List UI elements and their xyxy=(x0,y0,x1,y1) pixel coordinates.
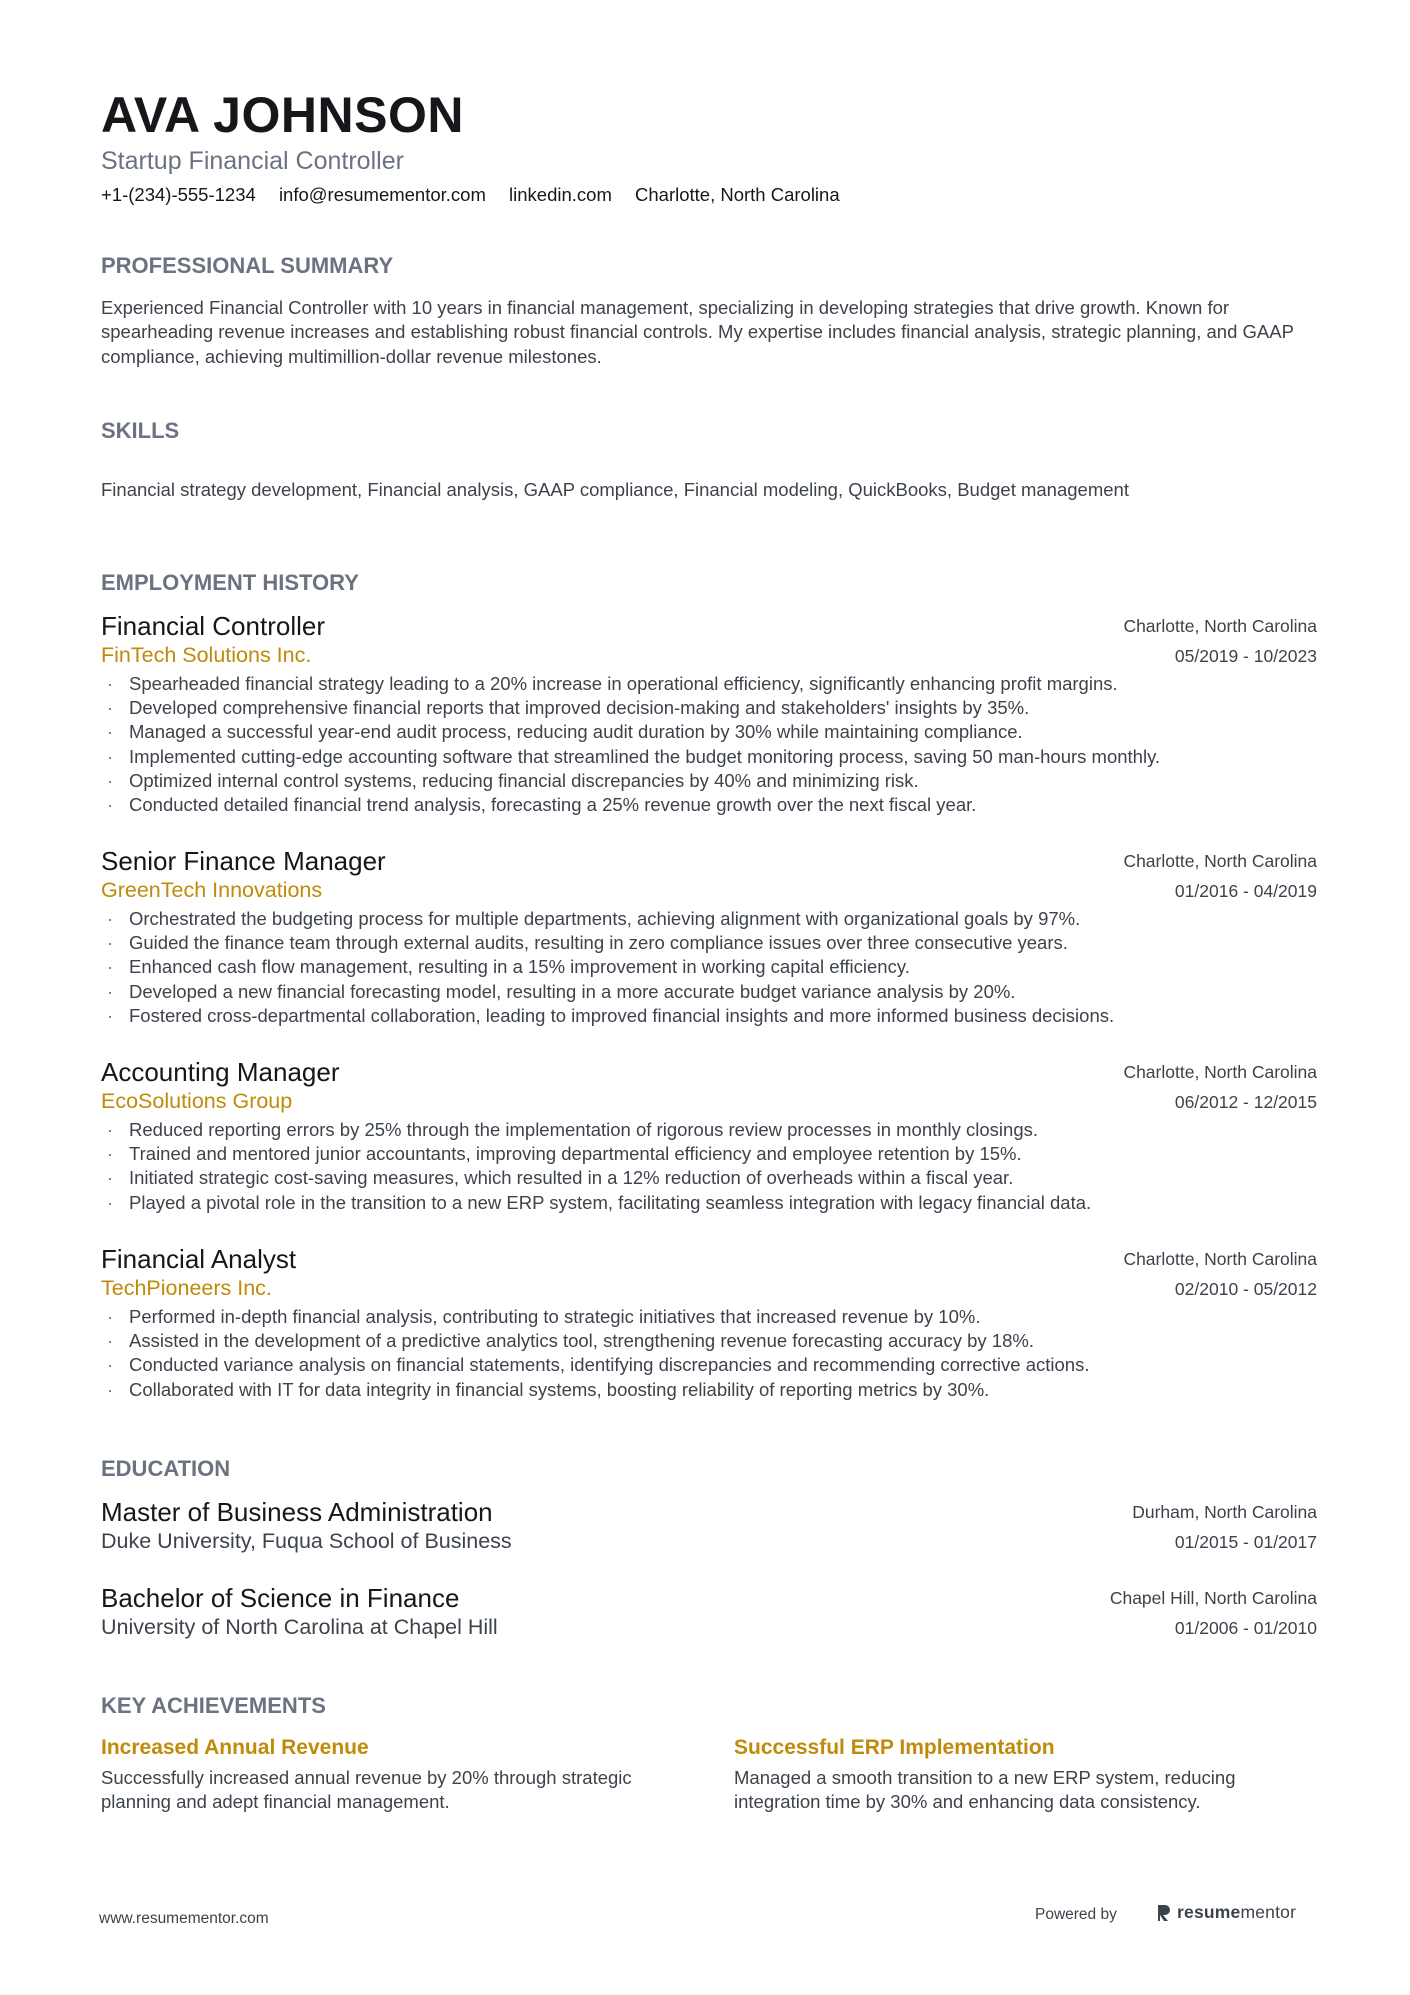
job-bullet: · Developed comprehensive financial reports that improved decision-making and stakeholders' insights by 35%. xyxy=(101,696,1317,720)
achievement-title: Successful ERP Implementation xyxy=(734,1736,1055,1759)
edu-location: Chapel Hill, North Carolina xyxy=(1109,1588,1317,1608)
achievement-item xyxy=(101,1735,661,1815)
skills-text: Financial strategy development, Financial analysis, GAAP compliance, Financial modeling, QuickBooks, Budget management xyxy=(101,479,1129,500)
job-bullets xyxy=(101,907,1317,1028)
job-bullet: · Guided the finance team through external audits, resulting in zero compliance issues over three consecutive years. xyxy=(101,931,1317,955)
candidate-name: AVA JOHNSON xyxy=(101,87,464,143)
job-title: Accounting Manager xyxy=(101,1057,340,1087)
footer-url[interactable]: www.resumementor.com xyxy=(99,1910,269,1927)
resumementor-wordmark xyxy=(1177,1902,1296,1923)
job-dates: 05/2019 - 10/2023 xyxy=(1174,646,1317,666)
education-heading: EDUCATION xyxy=(101,1456,231,1481)
edu-school: University of North Carolina at Chapel Hill xyxy=(101,1615,498,1639)
contact-location: Charlotte, North Carolina xyxy=(635,184,840,205)
job-title: Financial Controller xyxy=(101,611,325,641)
job-bullet: · Collaborated with IT for data integrity in financial systems, boosting reliability of reporting metrics by 30%. xyxy=(101,1378,1317,1402)
job-bullet: · Conducted variance analysis on financial statements, identifying discrepancies and recommending corrective actions. xyxy=(101,1353,1317,1377)
achievement-title: Increased Annual Revenue xyxy=(101,1736,369,1759)
resumementor-logo[interactable] xyxy=(1155,1902,1296,1923)
job-bullets xyxy=(101,1305,1317,1402)
contact-email[interactable]: info@resumementor.com xyxy=(278,184,486,205)
edu-school: Duke University, Fuqua School of Business xyxy=(101,1529,512,1553)
job-bullets xyxy=(101,1118,1317,1215)
job-bullet: · Spearheaded financial strategy leading to a 20% increase in operational efficiency, significantly enhancing profit margins. xyxy=(101,672,1317,696)
contact-phone: +1-(234)-555-1234 xyxy=(101,184,256,205)
job-title: Financial Analyst xyxy=(101,1244,297,1274)
achievement-desc: Managed a smooth transition to a new ERP system, reducing integration time by 30% and enhancing data consistency. xyxy=(734,1767,1236,1813)
job-bullet: · Enhanced cash flow management, resulting in a 15% improvement in working capital efficiency. xyxy=(101,955,1317,979)
edu-degree: Master of Business Administration xyxy=(101,1497,493,1527)
job-bullet: · Performed in-depth financial analysis, contributing to strategic initiatives that increased revenue by 10%. xyxy=(101,1305,1317,1329)
job-bullet: · Developed a new financial forecasting model, resulting in a more accurate budget variance analysis by 20%. xyxy=(101,980,1317,1004)
job-location: Charlotte, North Carolina xyxy=(1123,616,1317,636)
job-dates: 02/2010 - 05/2012 xyxy=(1174,1279,1317,1299)
job-bullet: · Implemented cutting-edge accounting software that streamlined the budget monitoring process, saving 50 man-hours monthly. xyxy=(101,745,1317,769)
job-bullet: · Fostered cross-departmental collaboration, leading to improved financial insights and more informed business decisions. xyxy=(101,1004,1317,1028)
achievement-desc: Successfully increased annual revenue by 20% through strategic planning and adept financial management. xyxy=(101,1767,632,1813)
job-bullet: · Assisted in the development of a predictive analytics tool, strengthening revenue forecasting accuracy by 18%. xyxy=(101,1329,1317,1353)
job-bullet: · Played a pivotal role in the transition to a new ERP system, facilitating seamless integration with legacy financial data. xyxy=(101,1191,1317,1215)
job-location: Charlotte, North Carolina xyxy=(1123,1062,1317,1082)
job-company: GreenTech Innovations xyxy=(101,878,323,902)
job-dates: 01/2016 - 04/2019 xyxy=(1174,881,1317,901)
edu-dates: 01/2015 - 01/2017 xyxy=(1174,1532,1317,1552)
footer-powered-by: Powered by xyxy=(1035,1906,1117,1923)
brand-light: mentor xyxy=(1240,1902,1297,1922)
edu-location: Durham, North Carolina xyxy=(1132,1502,1317,1522)
resumementor-logo-icon xyxy=(1155,1903,1173,1923)
achievements-heading: KEY ACHIEVEMENTS xyxy=(101,1693,326,1718)
employment-heading: EMPLOYMENT HISTORY xyxy=(101,570,359,595)
job-location: Charlotte, North Carolina xyxy=(1123,1249,1317,1269)
summary-heading: PROFESSIONAL SUMMARY xyxy=(101,253,394,278)
job-company: FinTech Solutions Inc. xyxy=(101,643,312,667)
brand-bold: resume xyxy=(1177,1902,1241,1922)
candidate-title: Startup Financial Controller xyxy=(101,147,404,175)
job-bullet: · Managed a successful year-end audit process, reducing audit duration by 30% while maintaining compliance. xyxy=(101,720,1317,744)
job-location: Charlotte, North Carolina xyxy=(1123,851,1317,871)
job-title: Senior Finance Manager xyxy=(101,846,386,876)
job-bullet: · Conducted detailed financial trend analysis, forecasting a 25% revenue growth over the next fiscal year. xyxy=(101,793,1317,817)
edu-dates: 01/2006 - 01/2010 xyxy=(1174,1618,1317,1638)
edu-degree: Bachelor of Science in Finance xyxy=(101,1583,460,1613)
skills-heading: SKILLS xyxy=(101,418,180,443)
achievement-item xyxy=(734,1735,1314,1815)
job-dates: 06/2012 - 12/2015 xyxy=(1174,1092,1317,1112)
job-bullet: · Reduced reporting errors by 25% through the implementation of rigorous review processes in monthly closings. xyxy=(101,1118,1317,1142)
summary-text: Experienced Financial Controller with 10 years in financial management, specializing in developing strategies that drive growth. Known for spearheading revenue increases and establishing robust financial controls. My expertise includes financial analysis, strategic planning, and GAAP compliance, achieving multimillion-dollar revenue milestones. xyxy=(101,297,1294,367)
job-company: EcoSolutions Group xyxy=(101,1089,293,1113)
job-bullets xyxy=(101,672,1317,817)
contact-linkedin[interactable]: linkedin.com xyxy=(509,184,612,205)
job-company: TechPioneers Inc. xyxy=(101,1276,272,1300)
job-bullet: · Initiated strategic cost-saving measures, which resulted in a 12% reduction of overheads within a fiscal year. xyxy=(101,1166,1317,1190)
job-bullet: · Optimized internal control systems, reducing financial discrepancies by 40% and minimizing risk. xyxy=(101,769,1317,793)
job-bullet: · Orchestrated the budgeting process for multiple departments, achieving alignment with organizational goals by 97%. xyxy=(101,907,1317,931)
job-bullet: · Trained and mentored junior accountants, improving departmental efficiency and employee retention by 15%. xyxy=(101,1142,1317,1166)
contact-line xyxy=(101,183,858,207)
